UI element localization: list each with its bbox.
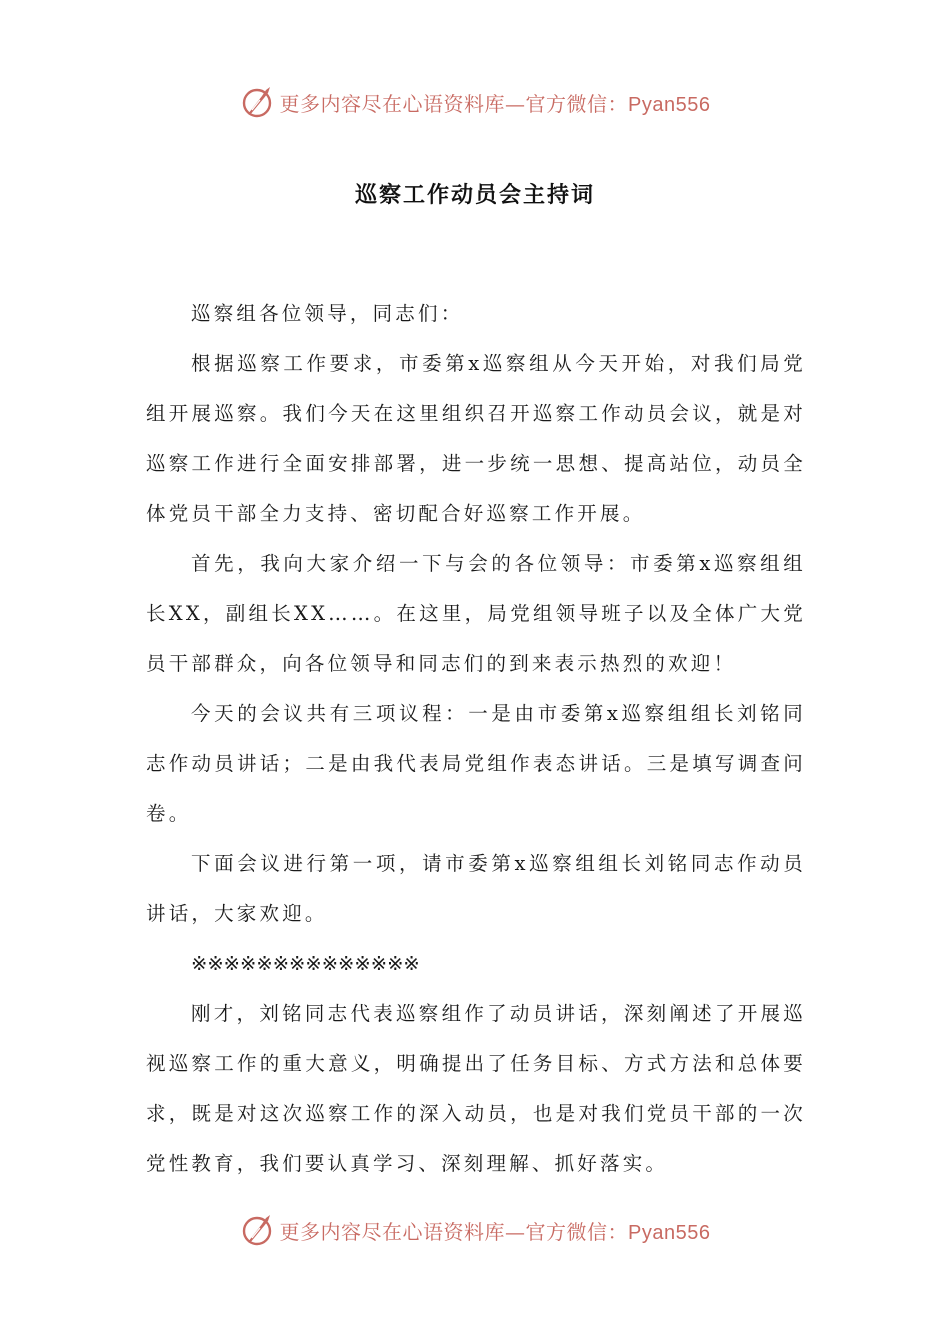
paragraph: 今天的会议共有三项议程：一是由市委第x巡察组组长刘铭同志作动员讲话；二是由我代表局党组作表态讲话。三是填写调查问卷。 xyxy=(146,702,806,825)
document-title: 巡察工作动员会主持词 xyxy=(354,182,595,208)
paragraph-greeting: 巡察组各位领导，同志们： xyxy=(191,302,464,325)
banner-text xyxy=(280,88,711,117)
paragraph: 首先，我向大家介绍一下与会的各位领导：市委第x巡察组组长XX，副组长XX……。在这里，局党组领导班子以及全体广大党员干部群众，向各位领导和同志们的到来表示热烈的欢迎！ xyxy=(146,552,806,675)
paragraph: 下面会议进行第一项，请市委第x巡察组组长刘铭同志作动员讲话，大家欢迎。 xyxy=(146,852,806,925)
banner-text xyxy=(280,1216,711,1245)
banner-label: 更多内容尽在心语资料库—官方微信： xyxy=(279,91,629,116)
paragraph: 根据巡察工作要求，市委第x巡察组从今天开始，对我们局党组开展巡察。我们今天在这里组织召开巡察工作动员会议，就是对巡察工作进行全面安排部署，进一步统一思想、提高站位，动员全体党员干部全力支持、密切配合好巡察工作开展。 xyxy=(146,352,806,525)
banner-label: 更多内容尽在心语资料库—官方微信： xyxy=(279,1219,629,1244)
footer-banner xyxy=(0,1208,950,1252)
quill-pen-circle-icon xyxy=(240,1212,276,1248)
banner-wechat-id: Pyan556 xyxy=(628,1221,711,1244)
document-body xyxy=(146,289,806,1189)
paragraph: 刚才，刘铭同志代表巡察组作了动员讲话，深刻阐述了开展巡视巡察工作的重大意义，明确提出了任务目标、方式方法和总体要求，既是对这次巡察工作的深入动员，也是对我们党员干部的一次党性教育，我们要认真学习、深刻理解、抓好落实。 xyxy=(146,1002,806,1175)
quill-pen-circle-icon xyxy=(240,84,276,120)
header-banner xyxy=(0,80,950,124)
section-separator: ※※※※※※※※※※※※※※ xyxy=(191,952,420,975)
banner-wechat-id: Pyan556 xyxy=(628,93,711,116)
